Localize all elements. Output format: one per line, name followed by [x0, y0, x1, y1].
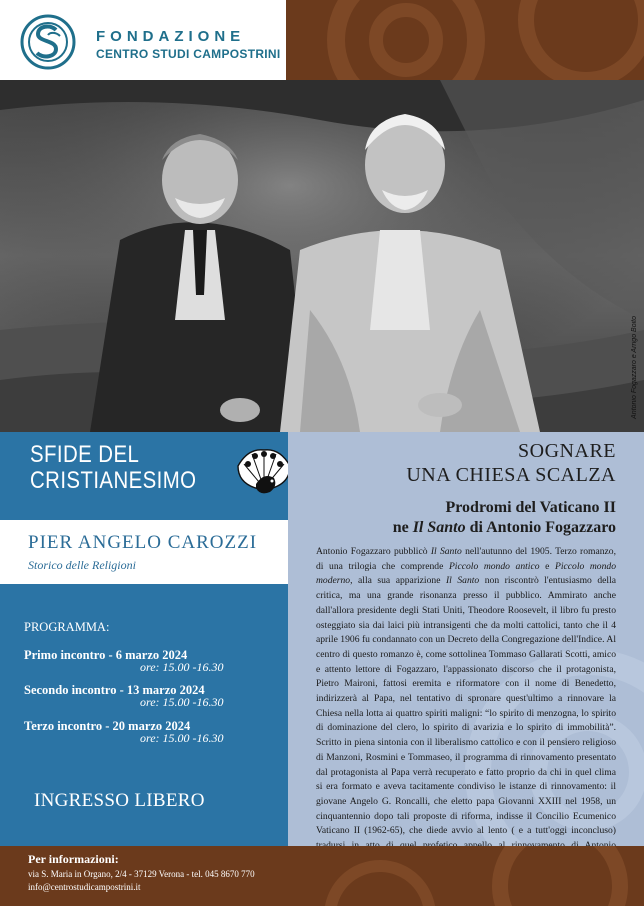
talk-subtitle-italic: Il Santo [412, 519, 466, 536]
session-3-time: ore: 15.00 -16.30 [140, 731, 224, 745]
photo-credit: Antonio Fogazzaro e Arrigo Boito [631, 316, 638, 419]
series-title-line2: CRISTIANESIMO [30, 467, 197, 494]
peacock-icon [234, 442, 294, 502]
entry-free: INGRESSO LIBERO [34, 790, 205, 811]
talk-subtitle-line2 [288, 519, 616, 537]
photo-image [0, 80, 644, 432]
talk-subtitle-post: di Antonio Fogazzaro [465, 519, 616, 536]
series-title [30, 442, 196, 494]
session-3-title: Terzo incontro - 20 marzo 2024 [24, 719, 191, 733]
desc-italic: Il Santo [445, 575, 480, 587]
session-1-title: Primo incontro - 6 marzo 2024 [24, 648, 188, 662]
org-subtitle: CENTRO STUDI CAMPOSTRINI [96, 47, 281, 61]
talk-subtitle-line1: Prodromi del Vaticano II [445, 499, 616, 516]
header [0, 0, 644, 80]
desc-part: , alla sua apparizione [350, 575, 446, 587]
footer-address: via S. Maria in Organo, 2/4 - 37129 Verona - tel. 045 8670 770 [28, 869, 255, 879]
foundation-logo-icon [20, 14, 76, 70]
session-2-time: ore: 15.00 -16.30 [140, 695, 224, 709]
desc-italic: Il Santo [430, 546, 462, 557]
footer-email[interactable]: info@centrostudicampostrini.it [28, 882, 141, 892]
talk-description [316, 545, 616, 868]
desc-part: nell'autunno del 1905. Terzo romanzo, di una trilogia che comprende [316, 546, 617, 572]
desc-part: e [539, 560, 555, 572]
talk-title-line1: SOGNARE [518, 440, 616, 462]
desc-italic: Piccolo mondo moderno [316, 560, 616, 587]
session-2-title: Secondo incontro - 13 marzo 2024 [24, 683, 205, 697]
header-pattern-icon [286, 0, 644, 80]
talk-subtitle-pre: ne [392, 519, 413, 536]
desc-italic: Piccolo mondo antico [448, 560, 540, 572]
desc-part: non riscontrò l'entusiasmo della critica, ma una grande risonanza presso il pubblico. Ammirato anche dall'allora presidente degli Stati Uniti, Theodore Roosevelt, il libro fu presto osteggiato sia dai laici più intransigenti che da molti cattolici, tanto che il 4 aprile 1906 fu condannato con un Decreto della Congregazione dell'Indice. Al centro di questo romanzo è, come sottolinea Tommaso Gallarati Scotti, amico e attento lettore di Fogazzaro, l'appassionato discorso che il protagonista, Pietro Maironi, fattosi eremita e riformatore con il nome di Benedetto, indirizzerà al Papa, nel tentativo di spronare quest'ultimo a rinnovare la Chiesa nella lotta ai quattro spiriti maligni: “lo spirito di menzogna, lo spirito di dominazione del clero, lo spirito di avarizia e lo spirito di immobilità”. Scritto in piena sintonia con il liberalismo cattolico e con il pensiero religioso di Manzoni, Rosmini e Tommaseo, il programma di rinnovamento presentato dal protagonista al Papa verrà recuperato e fatto proprio da chi in quel clima si era formato e aveva tacitamente condiviso le istanze di rinnovamento: il giovane Angelo G. Roncalli, che eletto papa Giovanni XXIII nel 1958, un cinquantennio dopo tali proposte di riforma, indisse il Concilio Ecumenico Vaticano II (1962-65), che diede avvio al lento ( e a tutt'oggi inconcluso) [316, 575, 616, 837]
program-label: PROGRAMMA: [24, 620, 110, 634]
series-title-line1: SFIDE DEL [30, 441, 140, 468]
org-name: FONDAZIONE [96, 28, 246, 45]
historic-photo [0, 80, 644, 432]
footer-info-label: Per informazioni: [28, 852, 119, 866]
header-brown-panel [286, 0, 644, 80]
speaker-name: PIER ANGELO CAROZZI [28, 532, 258, 553]
talk-title-line2: UNA CHIESA SCALZA [406, 464, 616, 486]
speaker-role: Storico delle Religioni [28, 558, 136, 572]
session-1-time: ore: 15.00 -16.30 [140, 660, 224, 674]
desc-part: Antonio Fogazzaro pubblicò [316, 546, 431, 557]
